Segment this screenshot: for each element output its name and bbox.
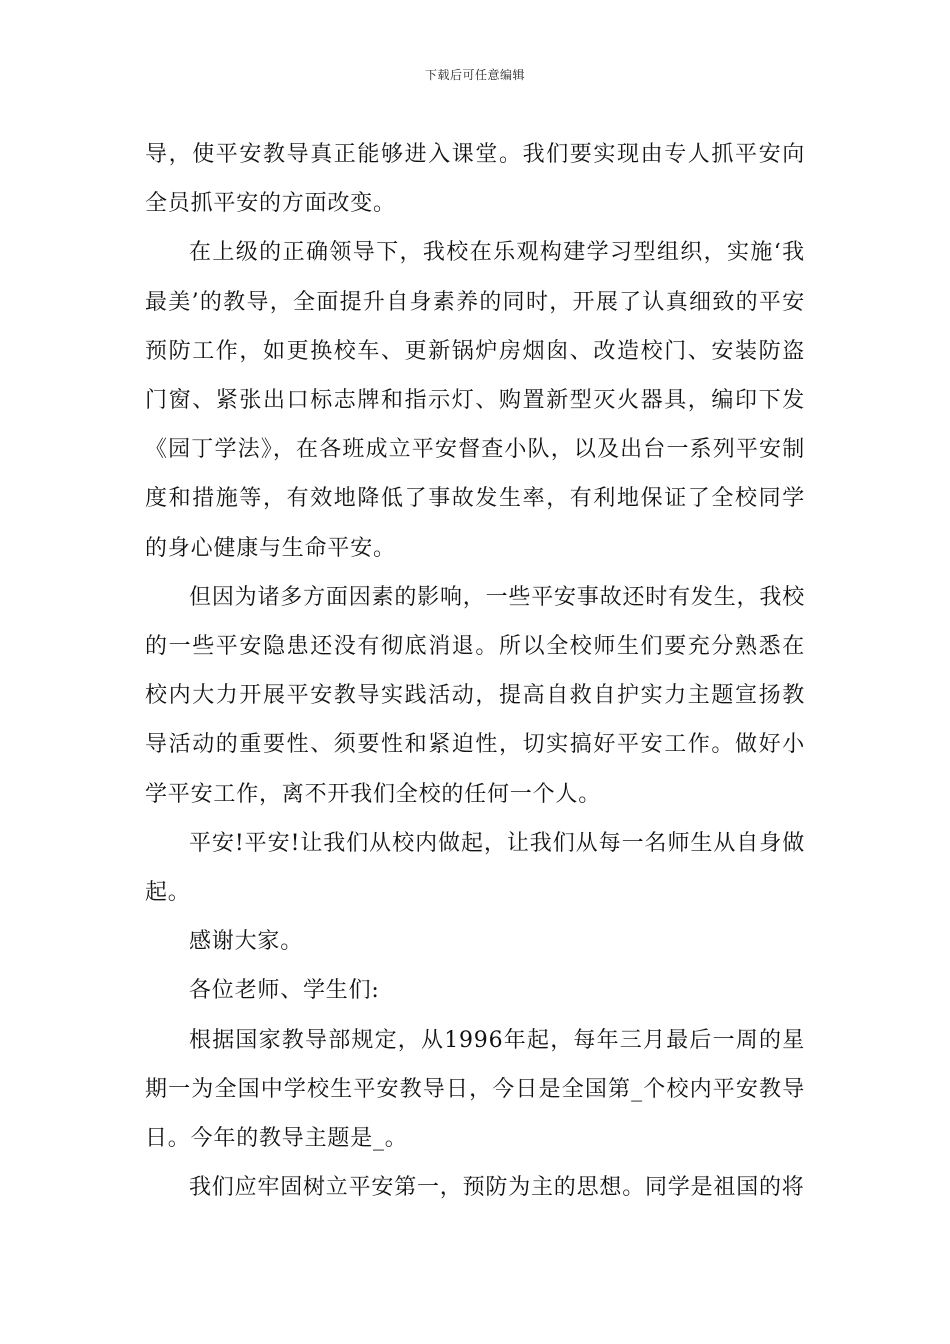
paragraph-8: 我们应牢固树立平安第一，预防为主的思想。同学是祖国的将 [189,1175,805,1201]
paragraph-7: 根据国家教导部规定，从1996年起，每年三月最后一周的星期一为全国中学校生平安教导日，今日是全国第_个校内平安教导日。今年的教导主题是_。 [145,1027,805,1152]
page-header-note: 下载后可任意编辑 [424,68,525,82]
paragraph-5: 感谢大家。 [189,929,304,955]
paragraph-6: 各位老师、学生们: [189,978,380,1004]
paragraph-1: 导，使平安教导真正能够进入课堂。我们要实现由专人抓平安向全员抓平安的方面改变。 [145,142,805,217]
paragraph-2: 在上级的正确领导下，我校在乐观构建学习型组织，实施‘我最美’的教导，全面提升自身素养的同时，开展了认真细致的平安预防工作，如更换校车、更新锅炉房烟囱、改造校门、安装防盗门窗、紧张出口标志牌和指示灯、购置新型灭火器具，编印下发《园丁学法》，在各班成立平安督查小队，以及出台一系列平安制度和措施等，有效地降低了事故发生率，有利地保证了全校同学的身心健康与生命平安。 [145,240,805,561]
paragraph-3: 但因为诸多方面因素的影响，一些平安事故还时有发生，我校的一些平安隐患还没有彻底消退。所以全校师生们要充分熟悉在校内大力开展平安教导实践活动，提高自救自护实力主题宣扬教导活动的重要性、须要性和紧迫性，切实搞好平安工作。做好小学平安工作，离不开我们全校的任何一个人。 [145,584,805,807]
document-body [145,130,805,1212]
paragraph-4: 平安!平安!让我们从校内做起，让我们从每一名师生从自身做起。 [145,830,805,906]
